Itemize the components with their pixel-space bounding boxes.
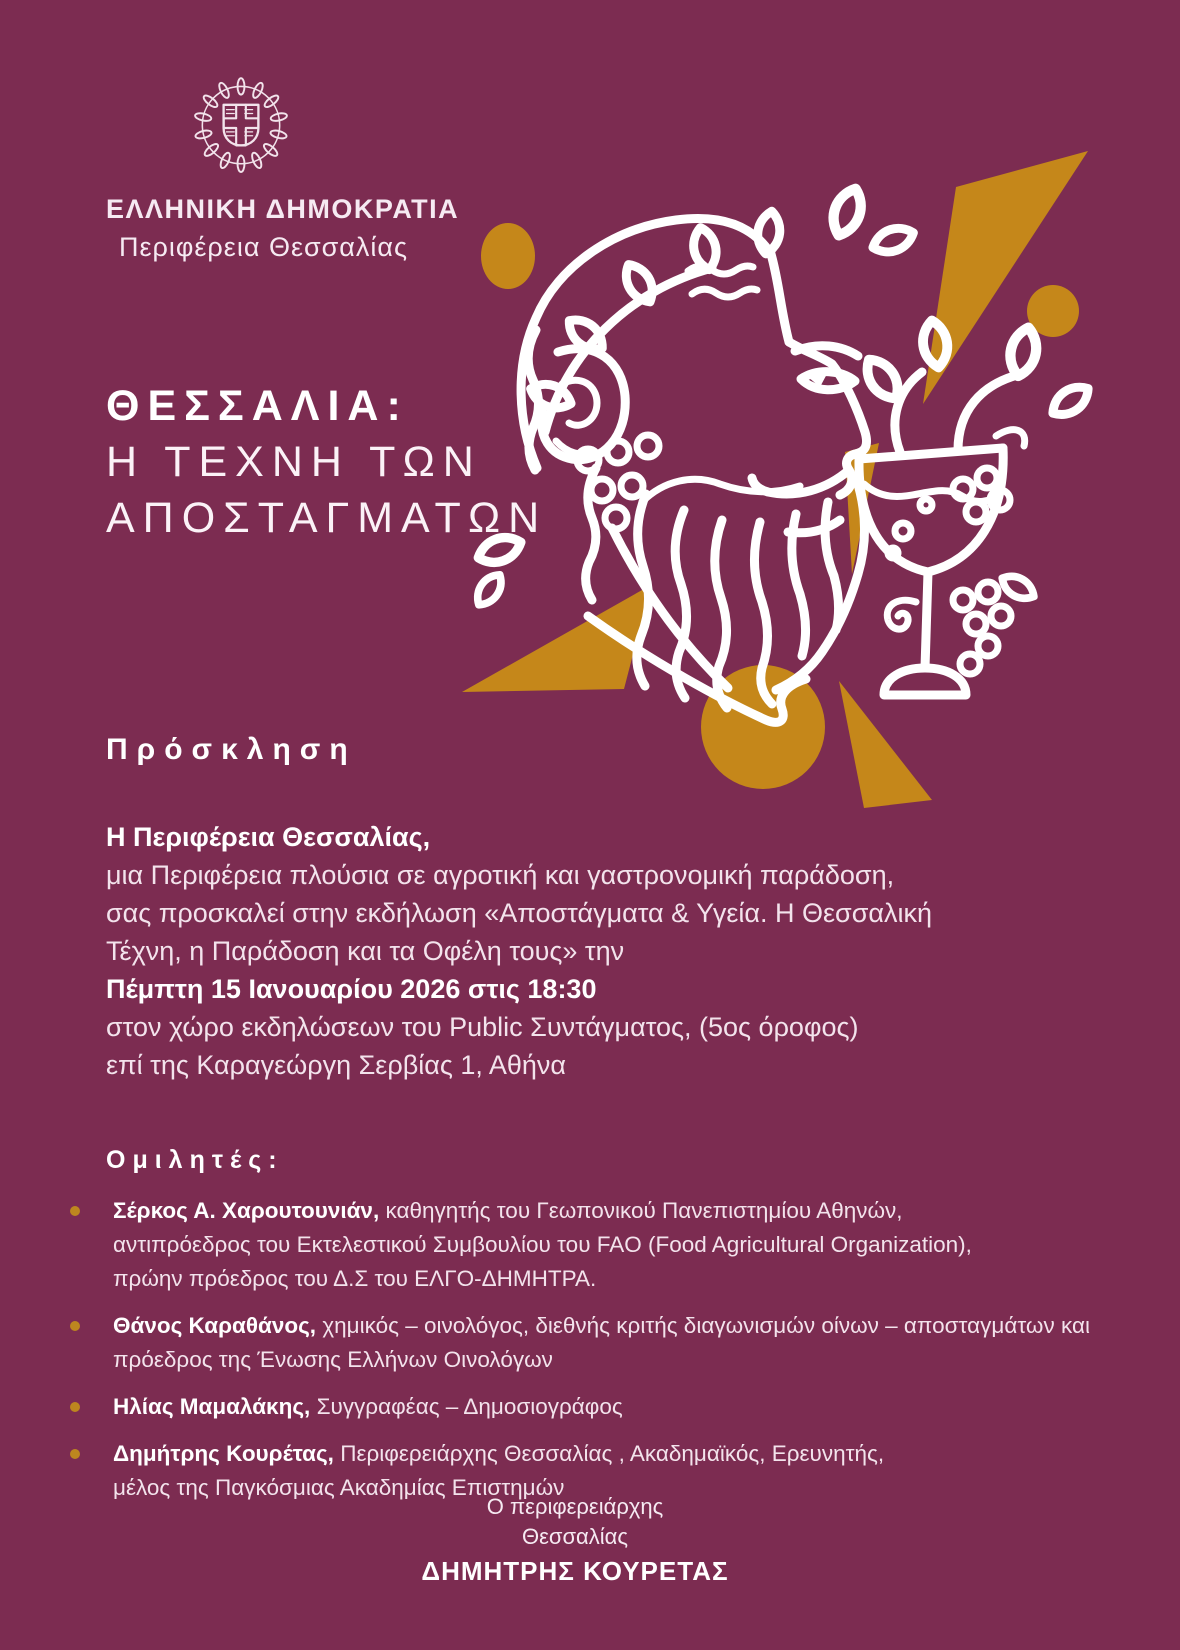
speaker-role: Περιφερειάρχης Θεσσαλίας , Ακαδημαϊκός, Ερευνητής, — [340, 1441, 885, 1466]
event-address: επί της Καραγεώργη Σερβίας 1, Αθήνα — [106, 1050, 567, 1080]
body-line: μια Περιφέρεια πλούσια σε αγροτική και γαστρονομική παράδοση, — [106, 860, 895, 890]
bullet-icon — [70, 1449, 80, 1459]
speaker-name: Σέρκος Α. Χαρουτουνιάν, — [113, 1198, 380, 1223]
wine-goblet-line-art — [859, 319, 1094, 695]
speaker-role: χημικός – οινολόγος, διεθνής κριτής διαγωνισμών οίνων – αποσταγμάτων και — [322, 1313, 1090, 1338]
signature-name: ΔΗΜΗΤΡΗΣ ΚΟΥΡΕΤΑΣ — [421, 1556, 729, 1586]
invitation-label: Πρόσκληση — [106, 733, 357, 766]
title-line-3: ΑΠΟΣΤΑΓΜΑΤΩΝ — [106, 494, 548, 542]
bullet-icon — [70, 1206, 80, 1216]
speaker-name: Ηλίας Μαμαλάκης, — [113, 1394, 311, 1419]
speaker-name: Θάνος Καραθάνος, — [113, 1313, 317, 1338]
body-line: σας προσκαλεί στην εκδήλωση «Αποστάγματα & Υγεία. Η Θεσσαλική — [106, 898, 933, 928]
signature-block — [0, 1492, 1150, 1587]
signature-region: Θεσσαλίας — [521, 1524, 628, 1549]
speakers-heading: Ομιλητές: — [106, 1146, 284, 1174]
speaker-role: πρώην πρόεδρος του Δ.Σ του ΕΛΓΟ-ΔΗΜΗΤΡΑ. — [113, 1266, 597, 1291]
speaker-role: μέλος της Παγκόσμιας Ακαδημίας Επιστημών — [113, 1475, 565, 1500]
event-venue: στον χώρο εκδηλώσεων του Public Συντάγματος, (5ος όροφος) — [106, 1012, 859, 1042]
signature-role: Ο περιφερειάρχης — [486, 1494, 664, 1519]
event-datetime: Πέμπτη 15 Ιανουαρίου 2026 στις 18:30 — [106, 974, 597, 1004]
bullet-icon — [70, 1402, 80, 1412]
title-line-1: ΘΕΣΣΑΛΙΑ: — [106, 382, 409, 430]
speakers-list — [70, 1194, 1160, 1518]
speaker-role: Συγγραφέας – Δημοσιογράφος — [316, 1394, 623, 1419]
region-name: Περιφέρεια Θεσσαλίας — [119, 232, 409, 262]
speaker-role: καθηγητής του Γεωπονικού Πανεπιστημίου Αθηνών, — [385, 1198, 903, 1223]
bullet-icon — [70, 1321, 80, 1331]
speaker-role: πρόεδρος της Ένωσης Ελλήνων Οινολόγων — [113, 1347, 553, 1372]
poster-title — [106, 378, 547, 546]
invitation-body — [106, 818, 932, 1084]
title-line-2: Η ΤΕΧΝΗ ΤΩΝ — [106, 438, 482, 486]
body-line: Τέχνη, η Παράδοση και τα Οφέλη τους» την — [106, 936, 625, 966]
org-name: ΕΛΛΗΝΙΚΗ ΔΗΜΟΚΡΑΤΙΑ — [106, 194, 460, 224]
speaker-item — [70, 1194, 1160, 1296]
greek-republic-emblem-icon — [183, 70, 299, 186]
speaker-role: αντιπρόεδρος του Εκτελεστικού Συμβουλίου του FAO (Food Agricultural Organization), — [113, 1232, 972, 1257]
body-intro: Η Περιφέρεια Θεσσαλίας, — [106, 822, 431, 852]
speaker-item — [70, 1390, 1160, 1424]
speaker-name: Δημήτρης Κουρέτας, — [113, 1441, 334, 1466]
speaker-item — [70, 1309, 1160, 1377]
